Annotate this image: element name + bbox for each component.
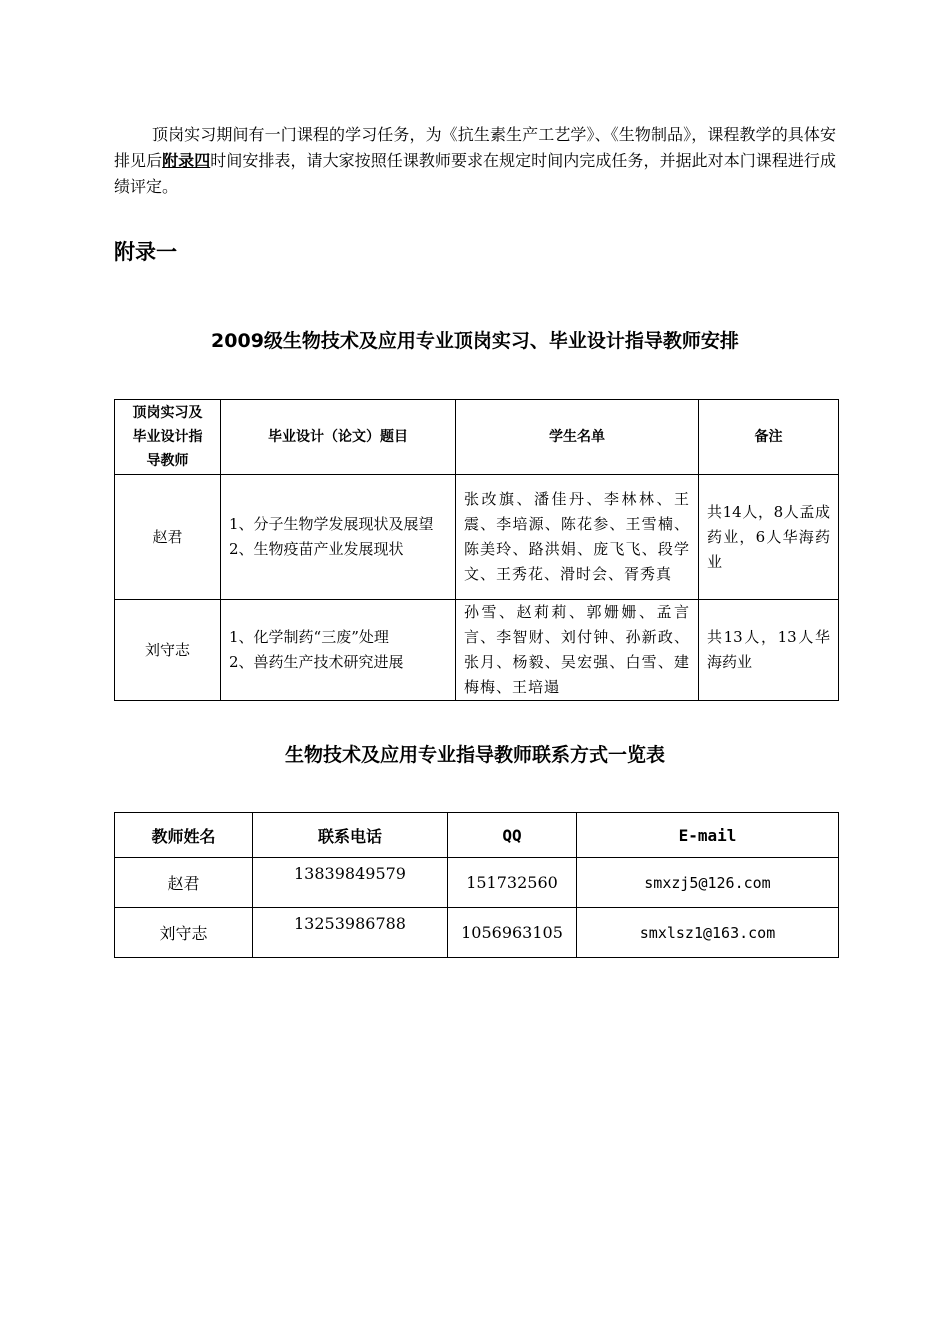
email-cell: smxlsz1@163.com: [577, 908, 839, 958]
table-row: [115, 858, 839, 908]
name-cell: 刘守志: [115, 908, 253, 958]
topic-item: 1、分子生物学发展现状及展望: [229, 515, 434, 533]
phone-cell: 13839849579: [253, 858, 448, 908]
appendix-four-reference: 附录四: [162, 151, 211, 170]
intro-text-2: 时间安排表，请大家按照任课教师要求在规定时间内完成任务，并据此对本门课程进行成绩评定。: [114, 151, 836, 196]
topic-item: 1、化学制药“三废”处理: [229, 628, 389, 646]
table2-title: 生物技术及应用专业指导教师联系方式一览表: [284, 744, 665, 766]
phone-cell: 13253986788: [253, 908, 448, 958]
teacher-cell: 赵君: [115, 475, 221, 600]
notes-cell: 共13人，13人华海药业: [699, 600, 839, 701]
qq-cell: 151732560: [448, 858, 577, 908]
table-header-row: [115, 813, 839, 858]
table-row: [115, 908, 839, 958]
topic-item: 2、兽药生产技术研究进展: [229, 653, 404, 671]
header-teacher-line: 毕业设计指: [132, 429, 203, 445]
contact-table: [114, 812, 839, 958]
teacher-cell: 刘守志: [115, 600, 221, 701]
header-email: E-mail: [577, 813, 839, 858]
qq-cell: 1056963105: [448, 908, 577, 958]
appendix-heading: 附录一: [114, 240, 177, 264]
table-header-row: [115, 400, 839, 475]
advisor-assignment-table: [114, 399, 839, 701]
header-teacher: [115, 400, 221, 475]
header-name: 教师姓名: [115, 813, 253, 858]
email-cell: smxzj5@126.com: [577, 858, 839, 908]
students-cell: 孙雪、赵莉莉、郭姗姗、孟言言、李智财、刘付钟、孙新政、张月、杨毅、吴宏强、白雪、建梅梅、王培遢: [456, 600, 699, 701]
intro-text-1: 顶岗实习期间有一门课程的学习任务，为《抗生素生产工艺学》、《生物制品》，课程教学的具体安排见后: [114, 125, 836, 170]
header-phone: 联系电话: [253, 813, 448, 858]
name-cell: 赵君: [115, 858, 253, 908]
intro-paragraph: [114, 122, 836, 200]
header-students: 学生名单: [456, 400, 699, 475]
header-teacher-line: 导教师: [146, 453, 189, 469]
header-qq: QQ: [448, 813, 577, 858]
header-notes: 备注: [699, 400, 839, 475]
notes-cell: 共14人，8人孟成药业，6人华海药业: [699, 475, 839, 600]
students-cell: 张改旗、潘佳丹、李林林、王震、李培源、陈花参、王雪楠、陈美玲、路洪娟、庞飞飞、段学文、王秀花、滑时会、胥秀真: [456, 475, 699, 600]
header-teacher-line: 顶岗实习及: [132, 405, 203, 421]
table-row: [115, 600, 839, 701]
header-topic: 毕业设计（论文）题目: [221, 400, 456, 475]
table1-title: 2009级生物技术及应用专业顶岗实习、毕业设计指导教师安排: [211, 330, 739, 352]
topics-cell: [221, 600, 456, 701]
topic-item: 2、生物疫苗产业发展现状: [229, 540, 404, 558]
topics-cell: [221, 475, 456, 600]
table-row: [115, 475, 839, 600]
